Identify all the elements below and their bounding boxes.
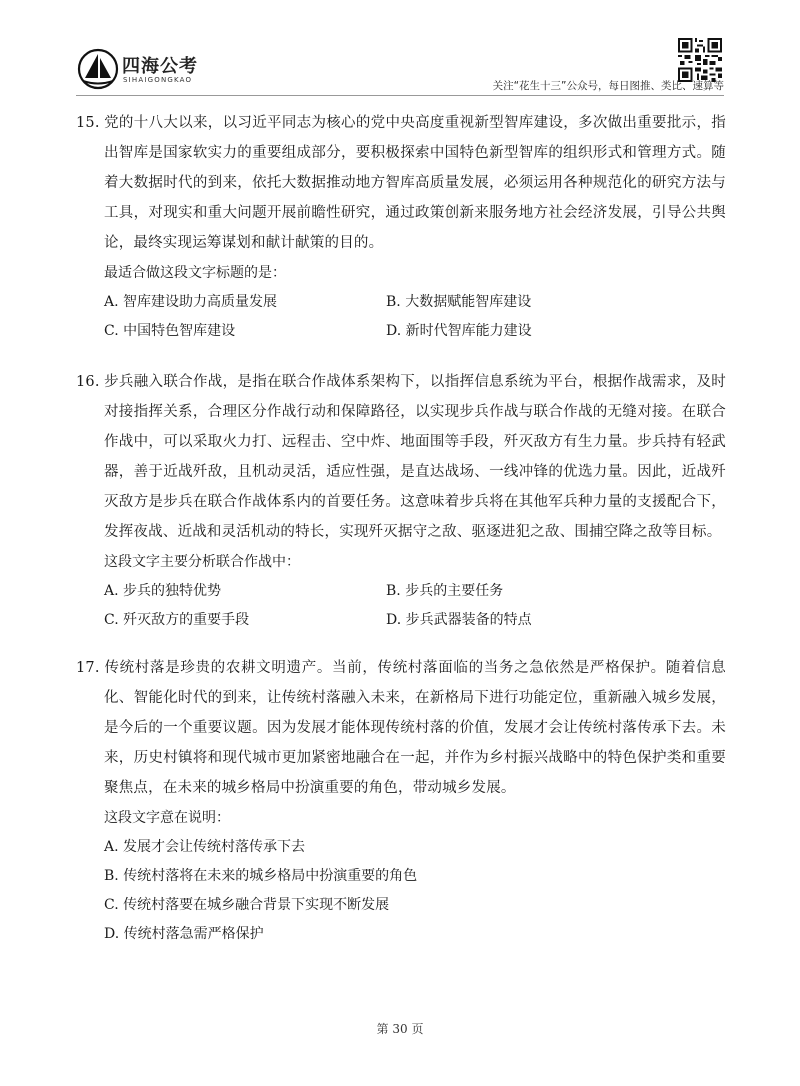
- page-header: [0, 0, 800, 100]
- options-list: [76, 577, 726, 635]
- logo-chinese-name: 四海公考: [122, 56, 198, 77]
- brand-logo: [76, 48, 236, 92]
- header-tagline: 关注“花生十三”公众号，每日图推、类比、速算等: [492, 80, 724, 92]
- question-15: [76, 108, 726, 346]
- option-c[interactable]: C. 传统村落要在城乡融合背景下实现不断发展: [104, 897, 390, 913]
- logo-english-name: SIHAIGONGKAO: [123, 76, 193, 84]
- options-list: [76, 288, 726, 346]
- question-number: 16.: [76, 374, 100, 390]
- question-number: 17.: [76, 660, 100, 676]
- question-prompt: 这段文字意在说明：: [104, 810, 230, 826]
- question-text: 传统村落是珍贵的农耕文明遗产。当前，传统村落面临的当务之急依然是严格保护。随着信息化、智能化时代的到来，让传统村落融入未来，在新格局下进行功能定位，重新融入城乡发展，是今后的一个重要议题。因为发展才能体现传统村落的价值，发展才会让传统村落传承下去。未来，历史村镇将和现代城市更加紧密地融合在一起，并作为乡村振兴战略中的特色保护类和重要聚焦点，在未来的城乡格局中扮演重要的角色，带动城乡发展。: [104, 660, 726, 796]
- page-number: 第 30 页: [376, 1022, 424, 1036]
- sailboat-logo-icon: [76, 48, 120, 90]
- question-stem: [76, 653, 726, 803]
- question-stem: [76, 367, 726, 547]
- question-text: 步兵融入联合作战，是指在联合作战体系架构下，以指挥信息系统为平台，根据作战需求，及时对接指挥关系，合理区分作战行动和保障路径，以实现步兵作战与联合作战的无缝对接。在联合作战中，可以采取火力打、远程击、空中炸、地面围等手段，歼灭敌方有生力量。步兵持有轻武器，善于近战歼敌，且机动灵活，适应性强，是直达战场、一线冲锋的优选力量。因此，近战歼灭敌方是步兵在联合作战体系内的首要任务。这意味着步兵将在其他军兵种力量的支援配合下，发挥夜战、近战和灵活机动的特长，实现歼灭据守之敌、驱逐进犯之敌、围捕空降之敌等目标。: [104, 374, 726, 540]
- option-b[interactable]: B. 大数据赋能智库建设: [386, 294, 532, 310]
- option-a[interactable]: A. 发展才会让传统村落传承下去: [104, 839, 306, 855]
- option-d[interactable]: D. 传统村落急需严格保护: [104, 926, 264, 942]
- question-17: [76, 653, 726, 949]
- option-a[interactable]: A. 步兵的独特优势: [104, 583, 222, 599]
- option-b[interactable]: B. 传统村落将在未来的城乡格局中扮演重要的角色: [104, 868, 418, 884]
- qr-code-icon: [678, 38, 722, 82]
- question-prompt: 最适合做这段文字标题的是：: [104, 265, 286, 281]
- question-text: 党的十八大以来，以习近平同志为核心的党中央高度重视新型智库建设，多次做出重要批示，指出智库是国家软实力的重要组成部分，要积极探索中国特色新型智库的组织形式和管理方式。随着大数据时代的到来，依托大数据推动地方智库高质量发展，必须运用各种规范化的研究方法与工具，对现实和重大问题开展前瞻性研究，通过政策创新来服务地方社会经济发展，引导公共舆论，最终实现运筹谋划和献计献策的目的。: [104, 115, 726, 251]
- option-d[interactable]: D. 步兵武器装备的特点: [386, 612, 532, 628]
- option-b[interactable]: B. 步兵的主要任务: [386, 583, 504, 599]
- options-list: [76, 833, 726, 949]
- header-divider: [76, 95, 724, 96]
- option-c[interactable]: C. 中国特色智库建设: [104, 323, 236, 339]
- question-16: [76, 367, 726, 635]
- question-number: 15.: [76, 115, 100, 131]
- question-prompt: 这段文字主要分析联合作战中：: [104, 554, 300, 570]
- option-d[interactable]: D. 新时代智库能力建设: [386, 323, 532, 339]
- option-c[interactable]: C. 歼灭敌方的重要手段: [104, 612, 250, 628]
- option-a[interactable]: A. 智库建设助力高质量发展: [104, 294, 278, 310]
- question-stem: [76, 108, 726, 258]
